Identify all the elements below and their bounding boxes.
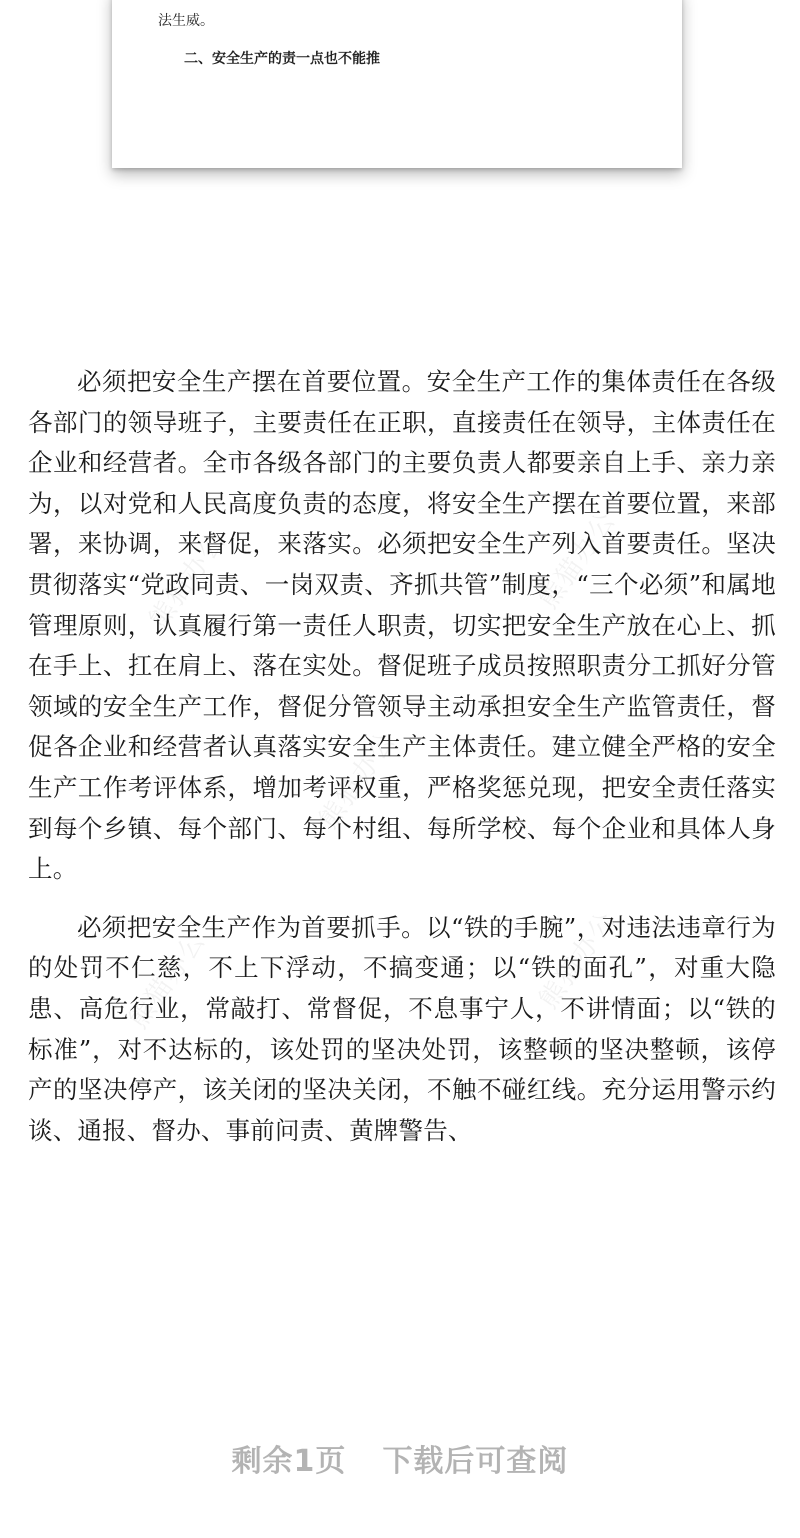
watermark: 熊猫办公: [123, 925, 213, 1035]
watermark: 熊猫办公: [143, 525, 233, 635]
watermark: 熊猫办公: [533, 505, 623, 615]
preview-section-heading: 二、安全生产的责一点也不能推: [184, 51, 380, 67]
remaining-pages-label: 剩余1页: [231, 1444, 347, 1479]
download-to-view-label: 下载后可查阅: [382, 1444, 569, 1479]
remaining-pages-banner[interactable]: [0, 1436, 800, 1480]
preview-text-line: 法生威。: [158, 13, 214, 29]
watermark: 熊猫办公: [313, 725, 403, 835]
watermark: 熊猫办公: [533, 905, 623, 1015]
body-paragraph: 必须把安全生产摆在首要位置。安全生产工作的集体责任在各级各部门的领导班子，主要责任在正职，直接责任在领导，主体责任在企业和经营者。全市各级各部门的主要负责人都要亲自上手、亲力亲为，以对党和人民高度负责的态度，将安全生产摆在首要位置，来部署，来协调，来督促，来落实。必须把安全生产列入首要责任。坚决贯彻落实“党政同责、一岗双责、齐抓共管”制度，“三个必须”和属地管理原则，认真履行第一责任人职责，切实把安全生产放在心上、抓在手上、扛在肩上、落在实处。督促班子成员按照职责分工抓好分管领域的安全生产工作，督促分管领导主动承担安全生产监管责任，督促各企业和经营者认真落实安全生产主体责任。建立健全严格的安全生产工作考评体系，增加考评权重，严格奖惩兑现，把安全责任落实到每个乡镇、每个部门、每个村组、每所学校、每个企业和具体人身上。: [28, 367, 776, 884]
body-paragraph: 必须把安全生产作为首要抓手。以“铁的手腕”，对违法违章行为的处罚不仁慈，不上下浮动，不搞变通；以“铁的面孔”，对重大隐患、高危行业，常敲打、常督促，不息事宁人，不讲情面；以“铁的标准”，对不达标的，该处罚的坚决处罚，该整顿的坚决整顿，该停产的坚决停产，该关闭的坚决关闭，不触不碰红线。充分运用警示约谈、通报、督办、事前问责、黄牌警告、: [28, 912, 776, 1145]
document-body: [28, 362, 776, 1151]
previous-page-preview: [112, 0, 682, 168]
